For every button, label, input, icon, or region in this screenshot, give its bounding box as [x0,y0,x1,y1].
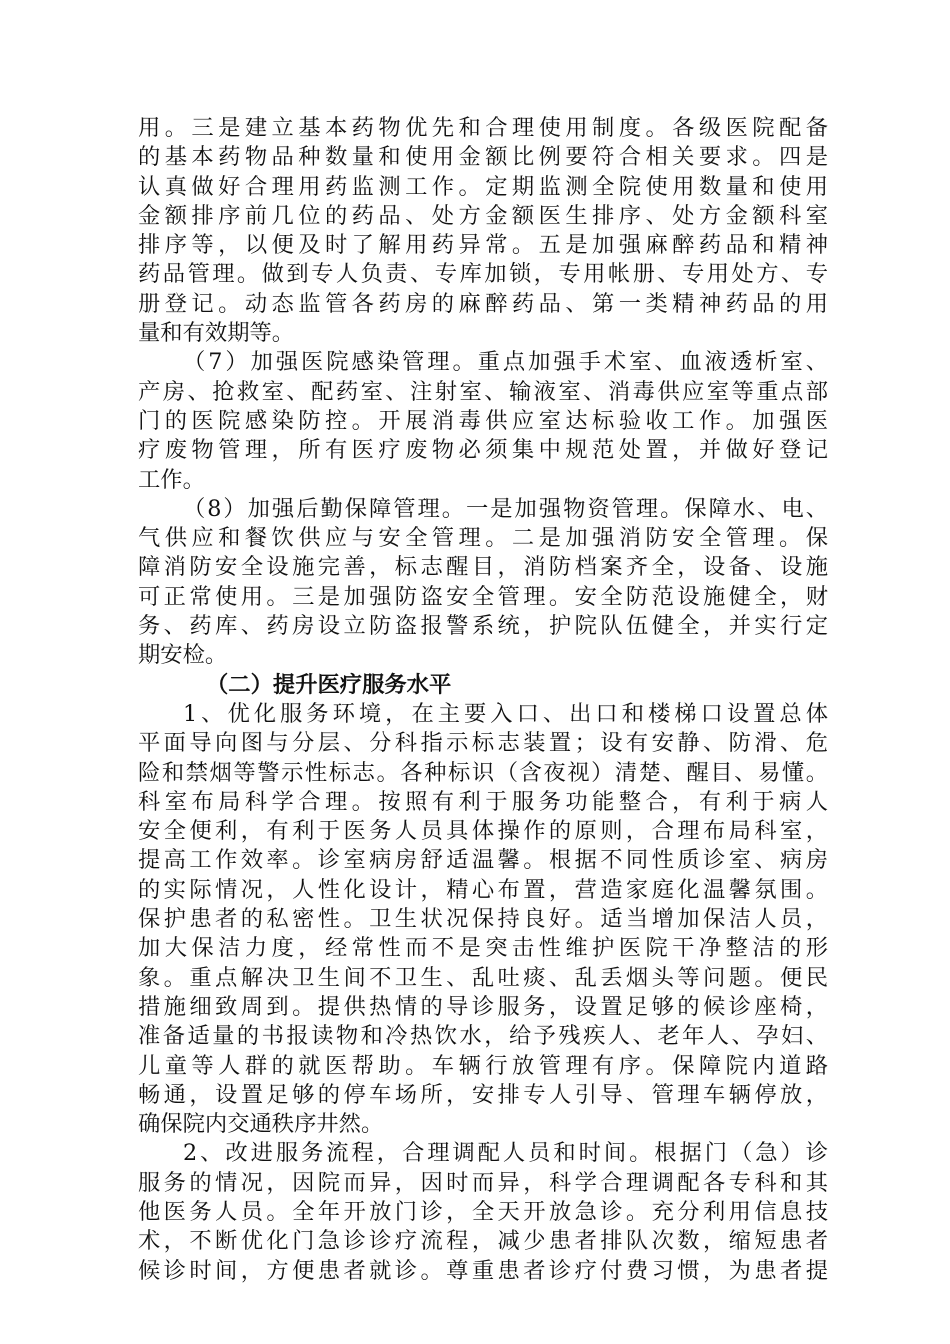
paragraph-start-line: （8）加强后勤保障管理。一是加强物资管理。保障水、电、 [183,495,828,522]
text-line: 务、药库、药房设立防盗报警系统，护院队伍健全，并实行定 [138,613,828,640]
text-line: 险和禁烟等警示性标志。各种标识（含夜视）清楚、醒目、易懂。 [138,759,828,786]
text-line: 平面导向图与分层、分科指示标志装置；设有安静、防滑、危 [138,730,828,757]
text-line: 儿童等人群的就医帮助。车辆行放管理有序。保障院内道路 [138,1052,828,1079]
text-line: 量和有效期等。 [138,320,295,347]
paragraph-start-line: 1、优化服务环境，在主要入口、出口和楼梯口设置总体 [183,700,828,727]
paragraph-start-line: 2、改进服务流程，合理调配人员和时间。根据门（急）诊 [183,1140,828,1167]
text-line: 可正常使用。三是加强防盗安全管理。安全防范设施健全，财 [138,583,828,610]
text-line: 术，不断优化门急诊诊疗流程，减少患者排队次数，缩短患者 [138,1228,828,1255]
paragraph-start-line: （7）加强医院感染管理。重点加强手术室、血液透析室、 [183,349,828,376]
text-line: 准备适量的书报读物和冷热饮水，给予残疾人、老年人、孕妇、 [138,1023,828,1050]
text-line: 排序等，以便及时了解用药异常。五是加强麻醉药品和精神 [138,232,828,259]
text-line: 期安检。 [138,642,228,669]
text-line: 疗废物管理，所有医疗废物必须集中规范处置，并做好登记 [138,437,828,464]
text-line: 认真做好合理用药监测工作。定期监测全院使用数量和使用 [138,173,828,200]
text-line: 畅通，设置足够的停车场所，安排专人引导、管理车辆停放， [138,1081,828,1108]
text-line: 工作。 [138,466,205,493]
text-line: 册登记。动态监管各药房的麻醉药品、第一类精神药品的用 [138,290,828,317]
text-line: 产房、抢救室、配药室、注射室、输液室、消毒供应室等重点部 [138,378,828,405]
text-line: 科室布局科学合理。按照有利于服务功能整合，有利于病人 [138,788,828,815]
text-line: 金额排序前几位的药品、处方金额医生排序、处方金额科室 [138,202,828,229]
text-line: 他医务人员。全年开放门诊，全天开放急诊。充分利用信息技 [138,1198,828,1225]
text-line: 确保院内交通秩序井然。 [138,1111,384,1138]
text-line: 的基本药物品种数量和使用金额比例要符合相关要求。四是 [138,144,828,171]
text-line: 提高工作效率。诊室病房舒适温馨。根据不同性质诊室、病房 [138,847,828,874]
text-line: 加大保洁力度，经常性而不是突击性维护医院干净整洁的形 [138,935,828,962]
document-body [138,114,828,1286]
section-heading: （二）提升医疗服务水平 [206,671,452,698]
text-line: 的实际情况，人性化设计，精心布置，营造家庭化温馨氛围。 [138,876,828,903]
text-line: 措施细致周到。提供热情的导诊服务，设置足够的候诊座椅， [138,993,828,1020]
text-line: 安全便利，有利于医务人员具体操作的原则，合理布局科室， [138,818,828,845]
text-line: 用。三是建立基本药物优先和合理使用制度。各级医院配备 [138,115,828,141]
text-line: 气供应和餐饮供应与安全管理。二是加强消防安全管理。保 [138,525,828,552]
text-line: 候诊时间，方便患者就诊。尊重患者诊疗付费习惯，为患者提 [138,1257,828,1284]
text-line: 保护患者的私密性。卫生状况保持良好。适当增加保洁人员， [138,906,828,933]
text-line: 门的医院感染防控。开展消毒供应室达标验收工作。加强医 [138,407,828,434]
text-line: 药品管理。做到专人负责、专库加锁，专用帐册、专用处方、专 [138,261,828,288]
text-line: 服务的情况，因院而异，因时而异，科学合理调配各专科和其 [138,1169,828,1196]
text-line: 障消防安全设施完善，标志醒目，消防档案齐全，设备、设施 [138,554,828,581]
text-line: 象。重点解决卫生间不卫生、乱吐痰、乱丢烟头等问题。便民 [138,964,828,991]
